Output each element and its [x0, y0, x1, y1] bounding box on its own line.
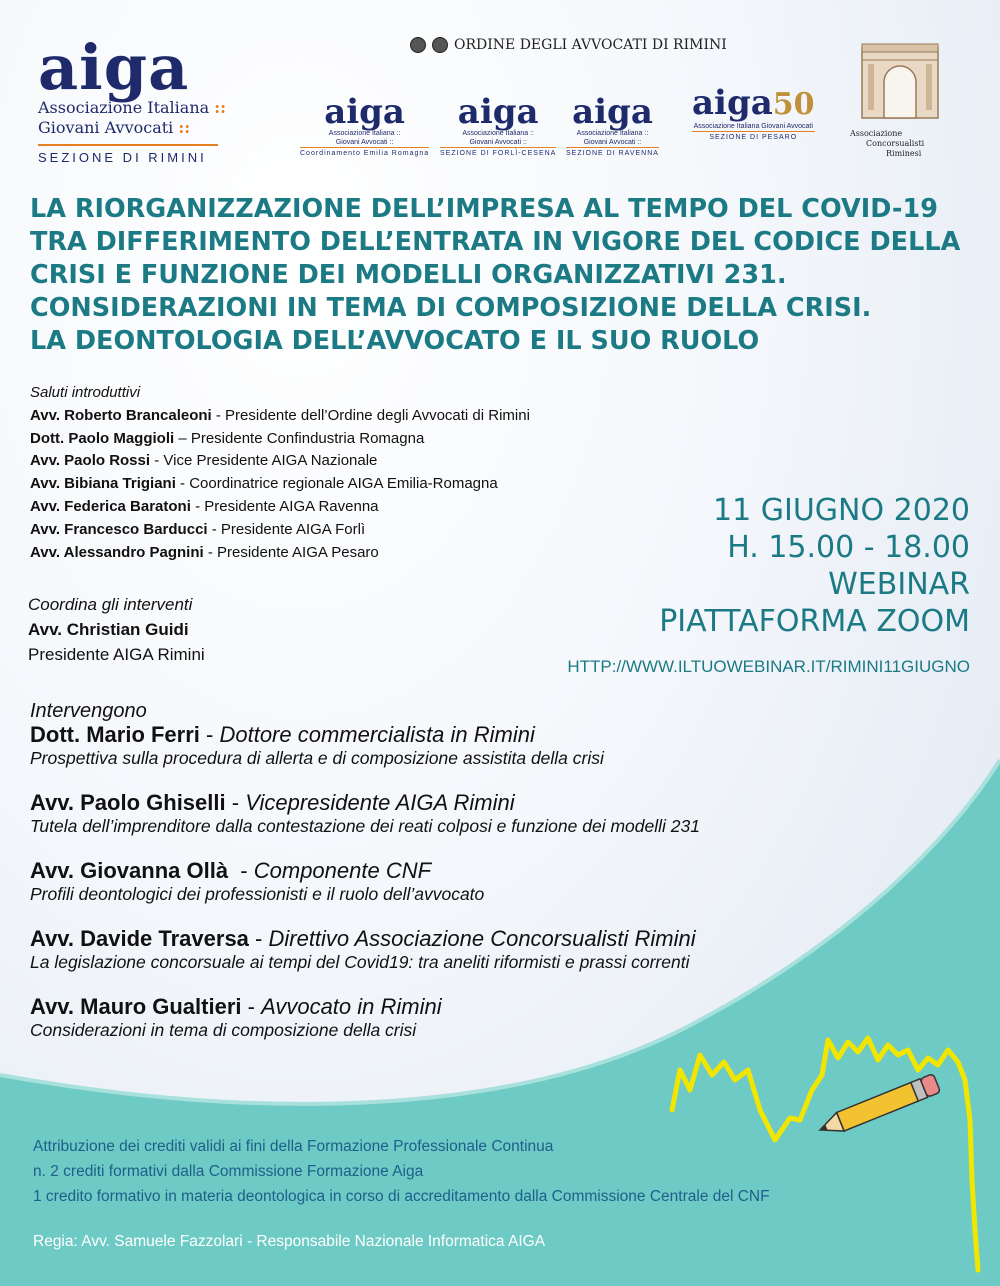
coordina-name: Avv. Christian Guidi: [28, 620, 189, 639]
saluti-section: [30, 382, 530, 564]
speaker-name: Avv. Davide Traversa: [30, 926, 249, 951]
event-platform: PIATTAFORMA ZOOM: [659, 604, 970, 639]
speaker-item: Avv. Paolo Ghiselli - Vicepresidente AIGA Rimini Tutela dell’imprenditore dalla contestazione dei reati colposi e funzione dei modelli 231: [30, 790, 700, 836]
speaker-role: Vicepresidente AIGA Rimini: [245, 790, 515, 815]
intervengono-section: [30, 700, 700, 1040]
credits-line: Attribuzione dei crediti validi ai fini della Formazione Professionale Continua: [33, 1138, 554, 1155]
partner-logo-forli-cesena: aiga Associazione Italiana :: Giovani Avvocati :: SEZIONE DI FORLÌ-CESENA: [440, 92, 557, 157]
title-line: CONSIDERAZIONI IN TEMA DI COMPOSIZIONE DELLA CRISI.: [30, 293, 872, 323]
speaker-topic: Prospettiva sulla procedura di allerta e di composizione assistita della crisi: [30, 748, 604, 768]
saluti-item: Avv. Paolo Rossi - Vice Presidente AIGA Nazionale: [30, 452, 378, 470]
partner-logo-pesaro: aiga50 Associazione Italiana Giovani Avvocati SEZIONE DI PESARO: [692, 83, 815, 141]
speaker-name: Avv. Giovanna Ollà: [30, 858, 229, 883]
saluti-item: Avv. Federica Baratoni - Presidente AIGA Ravenna: [30, 497, 379, 515]
speaker-item: Avv. Mauro Gualtieri - Avvocato in Rimini Considerazioni in tema di composizione della crisi: [30, 994, 700, 1040]
logo-line-1: Associazione Italiana: [38, 98, 210, 117]
seal-icon: [410, 37, 426, 53]
partner-logo-ravenna: aiga Associazione Italiana :: Giovani Avvocati :: SEZIONE DI RAVENNA: [566, 92, 659, 157]
speaker-item: Avv. Davide Traversa - Direttivo Associazione Concorsualisti Rimini La legislazione concorsuale ai tempi del Covid19: tra aneliti riformisti e prassi correnti: [30, 926, 700, 972]
assoc-concorsualisti-logo: Associazione Concorsualisti Riminesi: [850, 40, 960, 159]
saluti-item: Avv. Roberto Brancaleoni - Presidente dell’Ordine degli Avvocati di Rimini: [30, 406, 530, 424]
coordina-section: [28, 592, 205, 667]
event-type: WEBINAR: [828, 567, 970, 602]
speaker-role: Componente CNF: [253, 858, 432, 883]
aiga-rimini-logo: aiga Associazione Italiana :: Giovani Avvocati :: SEZIONE DI RIMINI: [38, 31, 227, 165]
speaker-name: Avv. Mauro Gualtieri: [30, 994, 242, 1019]
speaker-name: Dott. Mario Ferri: [30, 722, 200, 747]
ordine-label: ORDINE DEGLI AVVOCATI DI RIMINI: [454, 37, 727, 53]
speaker-topic: La legislazione concorsuale ai tempi del Covid19: tra aneliti riformisti e prassi correnti: [30, 952, 690, 972]
speaker-item: Avv. Giovanna Ollà - Componente CNF Profili deontologici dei professionisti e il ruolo dell’avvocato: [30, 858, 700, 904]
title-line: LA RIORGANIZZAZIONE DELL’IMPRESA AL TEMPO DEL COVID-19: [30, 194, 938, 224]
intervengono-heading: Intervengono: [30, 700, 147, 722]
credits-line: 1 credito formativo in materia deontologica in corso di accreditamento dalla Commissione Centrale del CNF: [33, 1188, 770, 1205]
speaker-topic: Profili deontologici dei professionisti e il ruolo dell’avvocato: [30, 884, 485, 904]
logo-line-2: Giovani Avvocati: [38, 118, 174, 137]
saluti-item: Avv. Francesco Barducci - Presidente AIGA Forlì: [30, 520, 366, 538]
speaker-name: Avv. Paolo Ghiselli: [30, 790, 226, 815]
credits-section: [33, 1134, 770, 1209]
event-date: 11 GIUGNO 2020: [713, 493, 970, 528]
logo-sezione: SEZIONE DI RIMINI: [38, 144, 218, 165]
speaker-item: Dott. Mario Ferri - Dottore commercialista in Rimini Prospettiva sulla procedura di allerta e di composizione assistita della crisi: [30, 722, 700, 768]
logo-wordmark: aiga: [38, 31, 190, 104]
webinar-link[interactable]: HTTP://WWW.ILTUOWEBINAR.IT/RIMINI11GIUGNO: [567, 657, 970, 676]
speaker-role: Direttivo Associazione Concorsualisti Rimini: [268, 926, 696, 951]
arch-icon: [850, 40, 950, 120]
event-time: H. 15.00 - 18.00: [727, 530, 970, 565]
fifty-anniversary-mark: 50: [772, 87, 815, 122]
coordina-heading: Coordina gli interventi: [28, 595, 193, 614]
saluti-heading: Saluti introduttivi: [30, 384, 141, 401]
partner-logo-emilia-romagna: aiga Associazione Italiana :: Giovani Avvocati :: Coordinamento Emilia Romagna: [300, 92, 430, 157]
ordine-header: [410, 37, 727, 53]
title-line: TRA DIFFERIMENTO DELL’ENTRATA IN VIGORE DEL CODICE DELLA: [30, 227, 961, 257]
seal-icon: [432, 37, 448, 53]
title-line: CRISI E FUNZIONE DEI MODELLI ORGANIZZATIVI 231.: [30, 260, 787, 290]
saluti-item: Dott. Paolo Maggioli – Presidente Confindustria Romagna: [30, 429, 425, 447]
speaker-role: Avvocato in Rimini: [261, 994, 442, 1019]
saluti-item: Avv. Alessandro Pagnini - Presidente AIGA Pesaro: [30, 543, 379, 561]
speaker-topic: Tutela dell’imprenditore dalla contestazione dei reati colposi e funzione dei modelli 231: [30, 816, 700, 836]
speaker-topic: Considerazioni in tema di composizione della crisi: [30, 1020, 417, 1040]
title-line: LA DEONTOLOGIA DELL’AVVOCATO E IL SUO RUOLO: [30, 326, 760, 356]
coordina-role: Presidente AIGA Rimini: [28, 645, 205, 664]
speaker-role: Dottore commercialista in Rimini: [219, 722, 535, 747]
credits-line: n. 2 crediti formativi dalla Commissione Formazione Aiga: [33, 1163, 424, 1180]
event-title: [30, 193, 980, 358]
saluti-item: Avv. Bibiana Trigiani - Coordinatrice regionale AIGA Emilia-Romagna: [30, 475, 498, 493]
regia-credit: Regia: Avv. Samuele Fazzolari - Responsabile Nazionale Informatica AIGA: [33, 1233, 546, 1250]
event-info: [659, 492, 970, 640]
